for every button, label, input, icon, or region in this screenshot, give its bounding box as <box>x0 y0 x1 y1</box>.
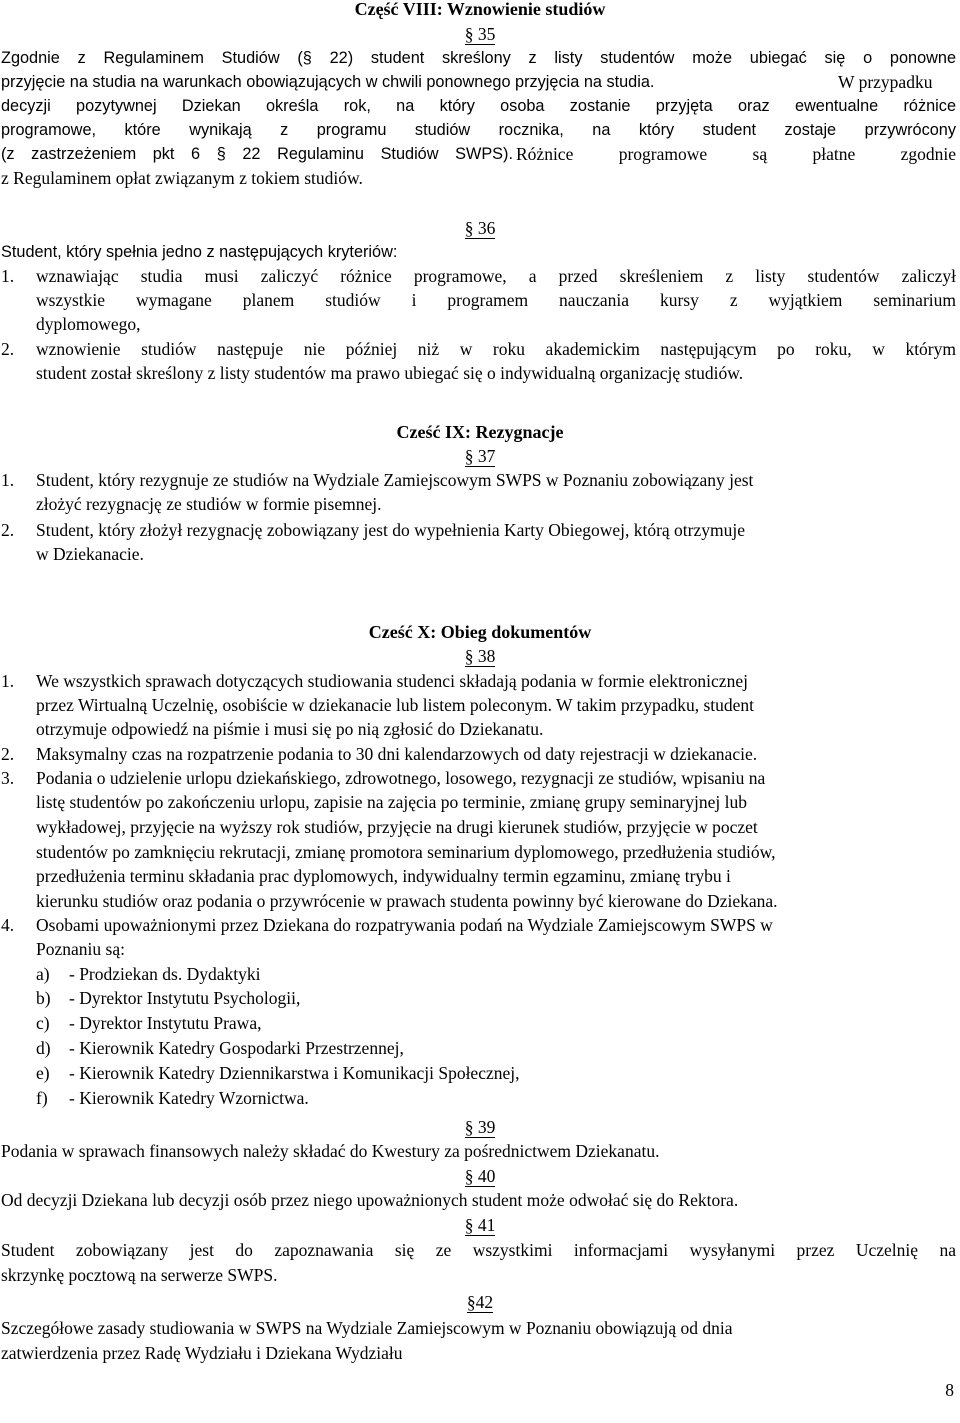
s37-item-1-line-1: Student, który rezygnuje ze studiów na Wydziale Zamiejscowym SWPS w Poznaniu zobowiązany jest <box>36 470 754 490</box>
s36-intro: Student, który spełnia jedno z następujących kryteriów: <box>1 243 398 261</box>
s37-item-2-line-1: Student, który złożył rezygnację zobowiązany jest do wypełnienia Karty Obiegowej, którą otrzymuje <box>36 520 746 540</box>
sub-item-a-text: - Prodziekan ds. Dydaktyki <box>69 964 261 984</box>
s35-line-2a: przyjęcie na studia na warunkach obowiązujących w chwili ponownego przyjęcia na studia. <box>1 73 655 91</box>
section-39-mark <box>0 1115 960 1139</box>
s39-text: Podania w sprawach finansowych należy składać do Kwestury za pośrednictwem Dziekanatu. <box>1 1141 660 1161</box>
sub-item-c-letter: c) <box>36 1013 50 1033</box>
s38-item-3-line-6: kierunku studiów oraz podania o przywrócenie w prawach studenta powinny być kierowane do Dziekana. <box>36 891 778 911</box>
s36-item-1-line-3: dyplomowego, <box>36 314 141 334</box>
section-35-label: § 35 <box>464 24 496 44</box>
section-41-mark <box>0 1213 960 1237</box>
section-35-mark <box>0 22 960 46</box>
s42-line-1: Szczegółowe zasady studiowania w SWPS na Wydziale Zamiejscowym w Poznaniu obowiązują od dnia <box>1 1318 733 1338</box>
page-number: 8 <box>945 1380 954 1400</box>
sub-item-e-text: - Kierownik Katedry Dziennikarstwa i Komunikacji Społecznej, <box>69 1063 520 1083</box>
s37-item-2-line-2: w Dziekanacie. <box>36 544 144 564</box>
s38-item-2-line-1: Maksymalny czas na rozpatrzenie podania to 30 dni kalendarzowych od daty rejestracji w dziekanacie. <box>36 744 758 764</box>
s36-item-1-line-1: wznawiając studia musi zaliczyć różnice programowe, a przed skreśleniem z listy studentów zaliczył <box>36 266 956 286</box>
s38-item-3-line-4: studentów po zamknięciu rekrutacji, zmianę promotora seminarium dyplomowego, przedłużenia studiów, <box>36 842 776 862</box>
sub-item-d-letter: d) <box>36 1038 51 1058</box>
s38-item-4-num: 4. <box>1 915 15 935</box>
section-42-label: §42 <box>466 1292 494 1312</box>
sub-item-f-letter: f) <box>36 1088 48 1108</box>
sub-item-a-letter: a) <box>36 964 50 984</box>
s35-line-5a: (z zastrzeżeniem pkt 6 § 22 Regulaminu Studiów SWPS). <box>1 145 513 163</box>
part9-heading: Cześć IX: Rezygnacje <box>396 422 564 442</box>
s37-item-1-num: 1. <box>1 470 15 490</box>
section-36-mark <box>0 216 960 240</box>
section-39-label: § 39 <box>464 1117 496 1137</box>
sub-item-e-letter: e) <box>36 1063 50 1083</box>
s36-item-2-num: 2. <box>1 339 15 359</box>
s35-line-3: decyzji pozytywnej Dziekan określa rok, na który osoba zostanie przyjęta oraz ewentualne różnice <box>1 97 956 115</box>
section-40-label: § 40 <box>464 1166 496 1186</box>
section-40-mark <box>0 1164 960 1188</box>
section-37-label: § 37 <box>464 446 496 466</box>
s38-item-4-line-1: Osobami upoważnionymi przez Dziekana do rozpatrywania podań na Wydziale Zamiejscowym SWPS w <box>36 915 773 935</box>
sub-item-c-text: - Dyrektor Instytutu Prawa, <box>69 1013 262 1033</box>
s35-line-4: programowe, które wynikają z programu studiów rocznika, na który student zostaje przywrócony <box>1 121 956 139</box>
sub-item-f-text: - Kierownik Katedry Wzornictwa. <box>69 1088 309 1108</box>
sub-item-b-text: - Dyrektor Instytutu Psychologii, <box>69 988 301 1008</box>
section-38-mark <box>0 644 960 668</box>
part10-heading: Cześć X: Obieg dokumentów <box>368 622 592 642</box>
s35-line-5b: Różnice programowe są płatne zgodnie <box>516 144 956 164</box>
s38-item-3-num: 3. <box>1 768 15 788</box>
s38-item-1-line-1: We wszystkich sprawach dotyczących studiowania studenci składają podania w formie elektronicznej <box>36 671 748 691</box>
s38-item-1-line-3: otrzymuje odpowiedź na piśmie i musi się po nią zgłosić do Dziekanatu. <box>36 719 544 739</box>
section-41-label: § 41 <box>464 1215 496 1235</box>
s38-item-1-num: 1. <box>1 671 15 691</box>
s41-line-1: Student zobowiązany jest do zapoznawania się ze wszystkimi informacjami wysyłanymi przez Uczelnię na <box>1 1240 956 1260</box>
section-42-mark <box>0 1290 960 1314</box>
s38-item-4-line-2: Poznaniu są: <box>36 939 125 959</box>
part8-heading: Część VIII: Wznowienie studiów <box>354 0 606 19</box>
s36-item-2-line-1: wznowienie studiów następuje nie później niż w roku akademickim następującym po roku, w którym <box>36 339 956 359</box>
section-38-label: § 38 <box>464 646 496 666</box>
s36-item-2-line-2: student został skreślony z listy studentów ma prawo ubiegać się o indywidualną organizację studiów. <box>36 363 744 383</box>
s40-text: Od decyzji Dziekana lub decyzji osób przez niego upoważnionych student może odwołać się do Rektora. <box>1 1190 739 1210</box>
s42-line-2: zatwierdzenia przez Radę Wydziału i Dziekana Wydziału <box>1 1343 403 1363</box>
s36-item-1-line-2: wszystkie wymagane planem studiów i programem nauczania kursy z wyjątkiem seminarium <box>36 290 956 310</box>
s38-item-3-line-2: listę studentów po zakończeniu urlopu, zapisie na zajęcia po terminie, zmianę grupy seminaryjnej lub <box>36 792 747 812</box>
s35-line-6: z Regulaminem opłat związanym z tokiem studiów. <box>1 168 363 188</box>
s38-item-3-line-3: wykładowej, przyjęcie na wyższy rok studiów, przyjęcie na drugi kierunek studiów, przyjęcie w poczet <box>36 817 758 837</box>
s38-item-1-line-2: przez Wirtualną Uczelnię, osobiście w dziekanacie lub listem poleconym. W takim przypadku, student <box>36 695 755 715</box>
s36-item-1-num: 1. <box>1 266 15 286</box>
section-37-mark <box>0 444 960 468</box>
s41-line-2: skrzynkę pocztową na serwerze SWPS. <box>1 1265 278 1285</box>
sub-item-d-text: - Kierownik Katedry Gospodarki Przestrzennej, <box>69 1038 404 1058</box>
s38-item-3-line-5: przedłużenia terminu składania prac dyplomowych, indywidualny termin egzaminu, zmianę trybu i <box>36 866 731 886</box>
s35-line-2b: W przypadku <box>838 72 933 92</box>
s35-line-1: Zgodnie z Regulaminem Studiów (§ 22) student skreślony z listy studentów może ubiegać się o ponowne <box>1 49 956 67</box>
s37-item-2-num: 2. <box>1 520 15 540</box>
s37-item-1-line-2: złożyć rezygnację ze studiów w formie pisemnej. <box>36 494 382 514</box>
s38-item-2-num: 2. <box>1 744 15 764</box>
s38-item-3-line-1: Podania o udzielenie urlopu dziekańskiego, zdrowotnego, losowego, rezygnacji ze studiów, wpisaniu na <box>36 768 766 788</box>
sub-item-b-letter: b) <box>36 988 51 1008</box>
section-36-label: § 36 <box>464 218 496 238</box>
